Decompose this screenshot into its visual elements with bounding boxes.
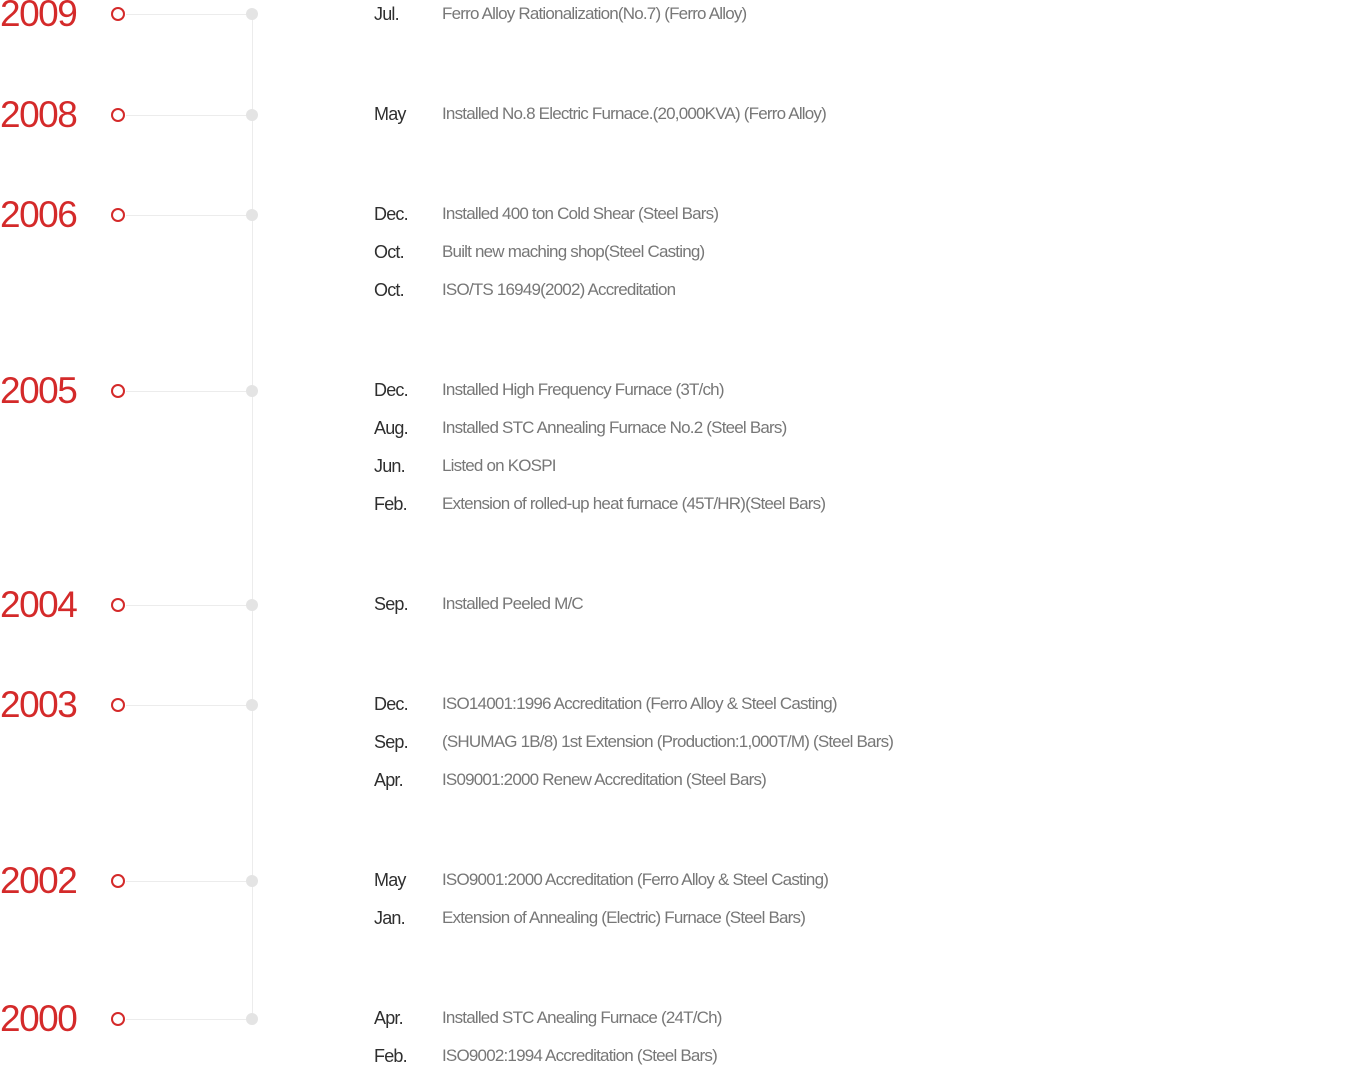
event-month: Dec. xyxy=(374,694,408,714)
event-month: Aug. xyxy=(374,418,408,438)
event-description: IS09001:2000 Renew Accreditation (Steel Bars) xyxy=(442,770,767,789)
timeline-event xyxy=(0,1008,1349,1042)
year-label: 2002 xyxy=(0,860,77,901)
event-month: Feb. xyxy=(374,1046,407,1066)
timeline-event xyxy=(0,242,1349,276)
event-month: Dec. xyxy=(374,380,408,400)
timeline-event xyxy=(0,4,1349,38)
event-month: Apr. xyxy=(374,770,403,790)
event-description: Installed STC Anealing Furnace (24T/Ch) xyxy=(442,1008,722,1027)
event-month: May xyxy=(374,870,406,890)
event-month: Dec. xyxy=(374,204,408,224)
timeline-event xyxy=(0,456,1349,490)
event-month: Feb. xyxy=(374,494,407,514)
year-label: 2000 xyxy=(0,998,77,1039)
event-description: ISO14001:1996 Accreditation (Ferro Alloy & Steel Casting) xyxy=(442,694,837,713)
event-description: Installed 400 ton Cold Shear (Steel Bars) xyxy=(442,204,719,223)
event-description: (SHUMAG 1B/8) 1st Extension (Production:1,000T/M) (Steel Bars) xyxy=(442,732,894,751)
event-month: Jul. xyxy=(374,4,399,24)
event-month: Sep. xyxy=(374,594,408,614)
event-description: ISO9001:2000 Accreditation (Ferro Alloy & Steel Casting) xyxy=(442,870,829,889)
event-month: Sep. xyxy=(374,732,408,752)
timeline-event xyxy=(0,594,1349,628)
timeline-event xyxy=(0,770,1349,804)
year-label: 2009 xyxy=(0,0,77,34)
event-month: Jan. xyxy=(374,908,405,928)
event-description: Ferro Alloy Rationalization(No.7) (Ferro Alloy) xyxy=(442,4,747,23)
timeline-event xyxy=(0,418,1349,452)
year-label: 2003 xyxy=(0,684,77,725)
event-month: Oct. xyxy=(374,280,404,300)
timeline-event xyxy=(0,1046,1349,1080)
event-description: ISO/TS 16949(2002) Accreditation xyxy=(442,280,676,299)
timeline-event xyxy=(0,732,1349,766)
timeline-event xyxy=(0,694,1349,728)
year-label: 2008 xyxy=(0,94,77,135)
event-description: Installed High Frequency Furnace (3T/ch) xyxy=(442,380,724,399)
timeline-event xyxy=(0,908,1349,942)
event-description: Extension of Annealing (Electric) Furnace (Steel Bars) xyxy=(442,908,806,927)
year-label: 2006 xyxy=(0,194,77,235)
timeline-event xyxy=(0,280,1349,314)
timeline-event xyxy=(0,104,1349,138)
event-description: Built new maching shop(Steel Casting) xyxy=(442,242,705,261)
timeline-event xyxy=(0,380,1349,414)
event-month: May xyxy=(374,104,406,124)
event-description: Installed STC Annealing Furnace No.2 (Steel Bars) xyxy=(442,418,787,437)
event-month: Jun. xyxy=(374,456,405,476)
timeline-event xyxy=(0,204,1349,238)
event-description: Installed Peeled M/C xyxy=(442,594,583,613)
event-month: Apr. xyxy=(374,1008,403,1028)
event-month: Oct. xyxy=(374,242,404,262)
event-description: Listed on KOSPI xyxy=(442,456,556,475)
year-label: 2004 xyxy=(0,584,77,625)
event-description: Installed No.8 Electric Furnace.(20,000KVA) (Ferro Alloy) xyxy=(442,104,826,123)
timeline-event xyxy=(0,870,1349,904)
timeline-event xyxy=(0,494,1349,528)
event-description: ISO9002:1994 Accreditation (Steel Bars) xyxy=(442,1046,717,1065)
event-description: Extension of rolled-up heat furnace (45T/HR)(Steel Bars) xyxy=(442,494,826,513)
year-label: 2005 xyxy=(0,370,77,411)
